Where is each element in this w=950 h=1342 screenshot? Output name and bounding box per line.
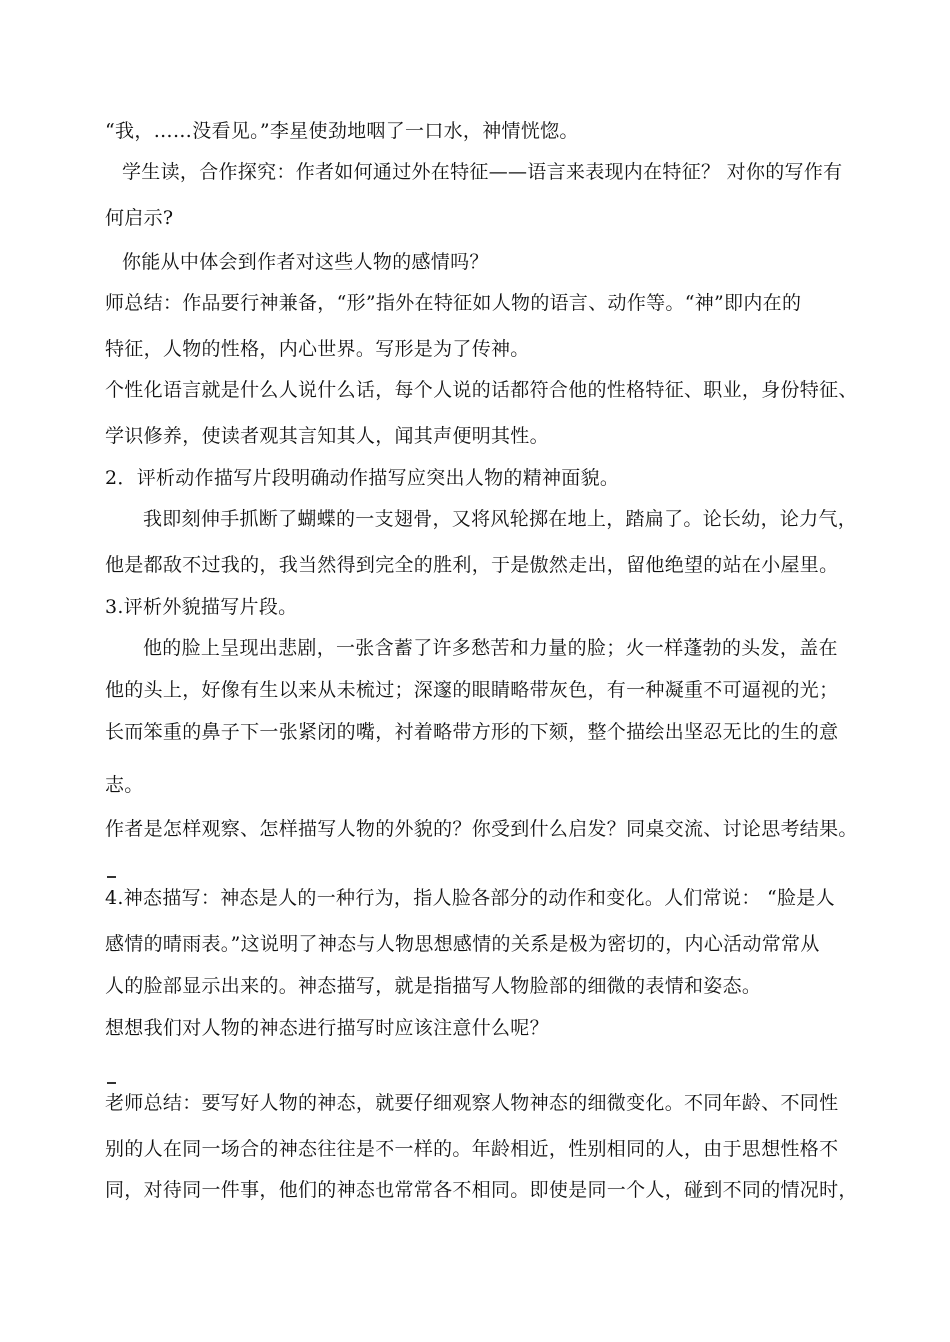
- text-line: 4.神态描写：神态是人的一种行为，指人脸各部分的动作和变化。人们常说： “脸是人: [105, 887, 835, 909]
- text-line: 作者是怎样观察、怎样描写人物的外貌的？你受到什么启发？同桌交流、讨论思考结果。: [105, 818, 858, 840]
- underline-mark: [107, 1082, 116, 1084]
- text-line: 别的人在同一场合的神态往往是不一样的。年龄相近，性别相同的人，由于思想性格不: [105, 1138, 839, 1160]
- text-line: 他的脸上呈现出悲剧，一张含蓄了许多愁苦和力量的脸；火一样蓬勃的头发，盖在: [143, 637, 838, 659]
- text-line: “我，……没看见。”李星使劲地咽了一口水，神情恍惚。: [105, 120, 579, 142]
- text-line: 何启示?: [105, 207, 174, 229]
- text-line: 想想我们对人物的神态进行描写时应该注意什么呢？: [105, 1017, 549, 1039]
- text-line: 2．评析动作描写片段明确动作描写应突出人物的精神面貌。: [105, 467, 620, 489]
- text-line: 老师总结：要写好人物的神态，就要仔细观察人物神态的细微变化。不同年龄、不同性: [105, 1092, 839, 1114]
- text-line: 学识修养，使读者观其言知其人，闻其声便明其性。: [105, 425, 549, 447]
- text-line: 3.评析外貌描写片段。: [105, 596, 298, 618]
- text-line: 他的头上，好像有生以来从未梳过；深邃的眼睛略带灰色，有一种凝重不可逼视的光；: [105, 679, 839, 701]
- text-line: 我即刻伸手抓断了蝴蝶的一支翅骨，又将风轮掷在地上，踏扁了。论长幼，论力气，: [143, 508, 858, 530]
- text-line: 感情的晴雨表。”这说明了神态与人物思想感情的关系是极为密切的，内心活动常常从: [105, 933, 820, 955]
- text-line: 同，对待同一件事，他们的神态也常常各不相同。即使是同一个人，碰到不同的情况时，: [105, 1179, 858, 1201]
- text-line: 学生读，合作探究：作者如何通过外在特征——语言来表现内在特征？ 对你的写作有: [122, 161, 843, 183]
- text-line: 人的脸部显示出来的。神态描写，就是指描写人物脸部的细微的表情和姿态。: [105, 975, 762, 997]
- text-line: 个性化语言就是什么人说什么话，每个人说的话都符合他的性格特征、职业，身份特征、: [105, 379, 858, 401]
- underline-mark: [107, 876, 116, 878]
- text-line: 特征，人物的性格，内心世界。写形是为了传神。: [105, 338, 530, 360]
- text-line: 他是都敌不过我的，我当然得到完全的胜利，于是傲然走出，留他绝望的站在小屋里。: [105, 554, 839, 576]
- text-line: 志。: [105, 774, 144, 796]
- text-line: 师总结：作品要行神兼备，“形”指外在特征如人物的语言、动作等。“神”即内在的: [105, 292, 802, 314]
- text-line: 长而笨重的鼻子下一张紧闭的嘴，衬着略带方形的下颏，整个描绘出坚忍无比的生的意: [105, 721, 839, 743]
- text-line: 你能从中体会到作者对这些人物的感情吗？: [122, 251, 489, 273]
